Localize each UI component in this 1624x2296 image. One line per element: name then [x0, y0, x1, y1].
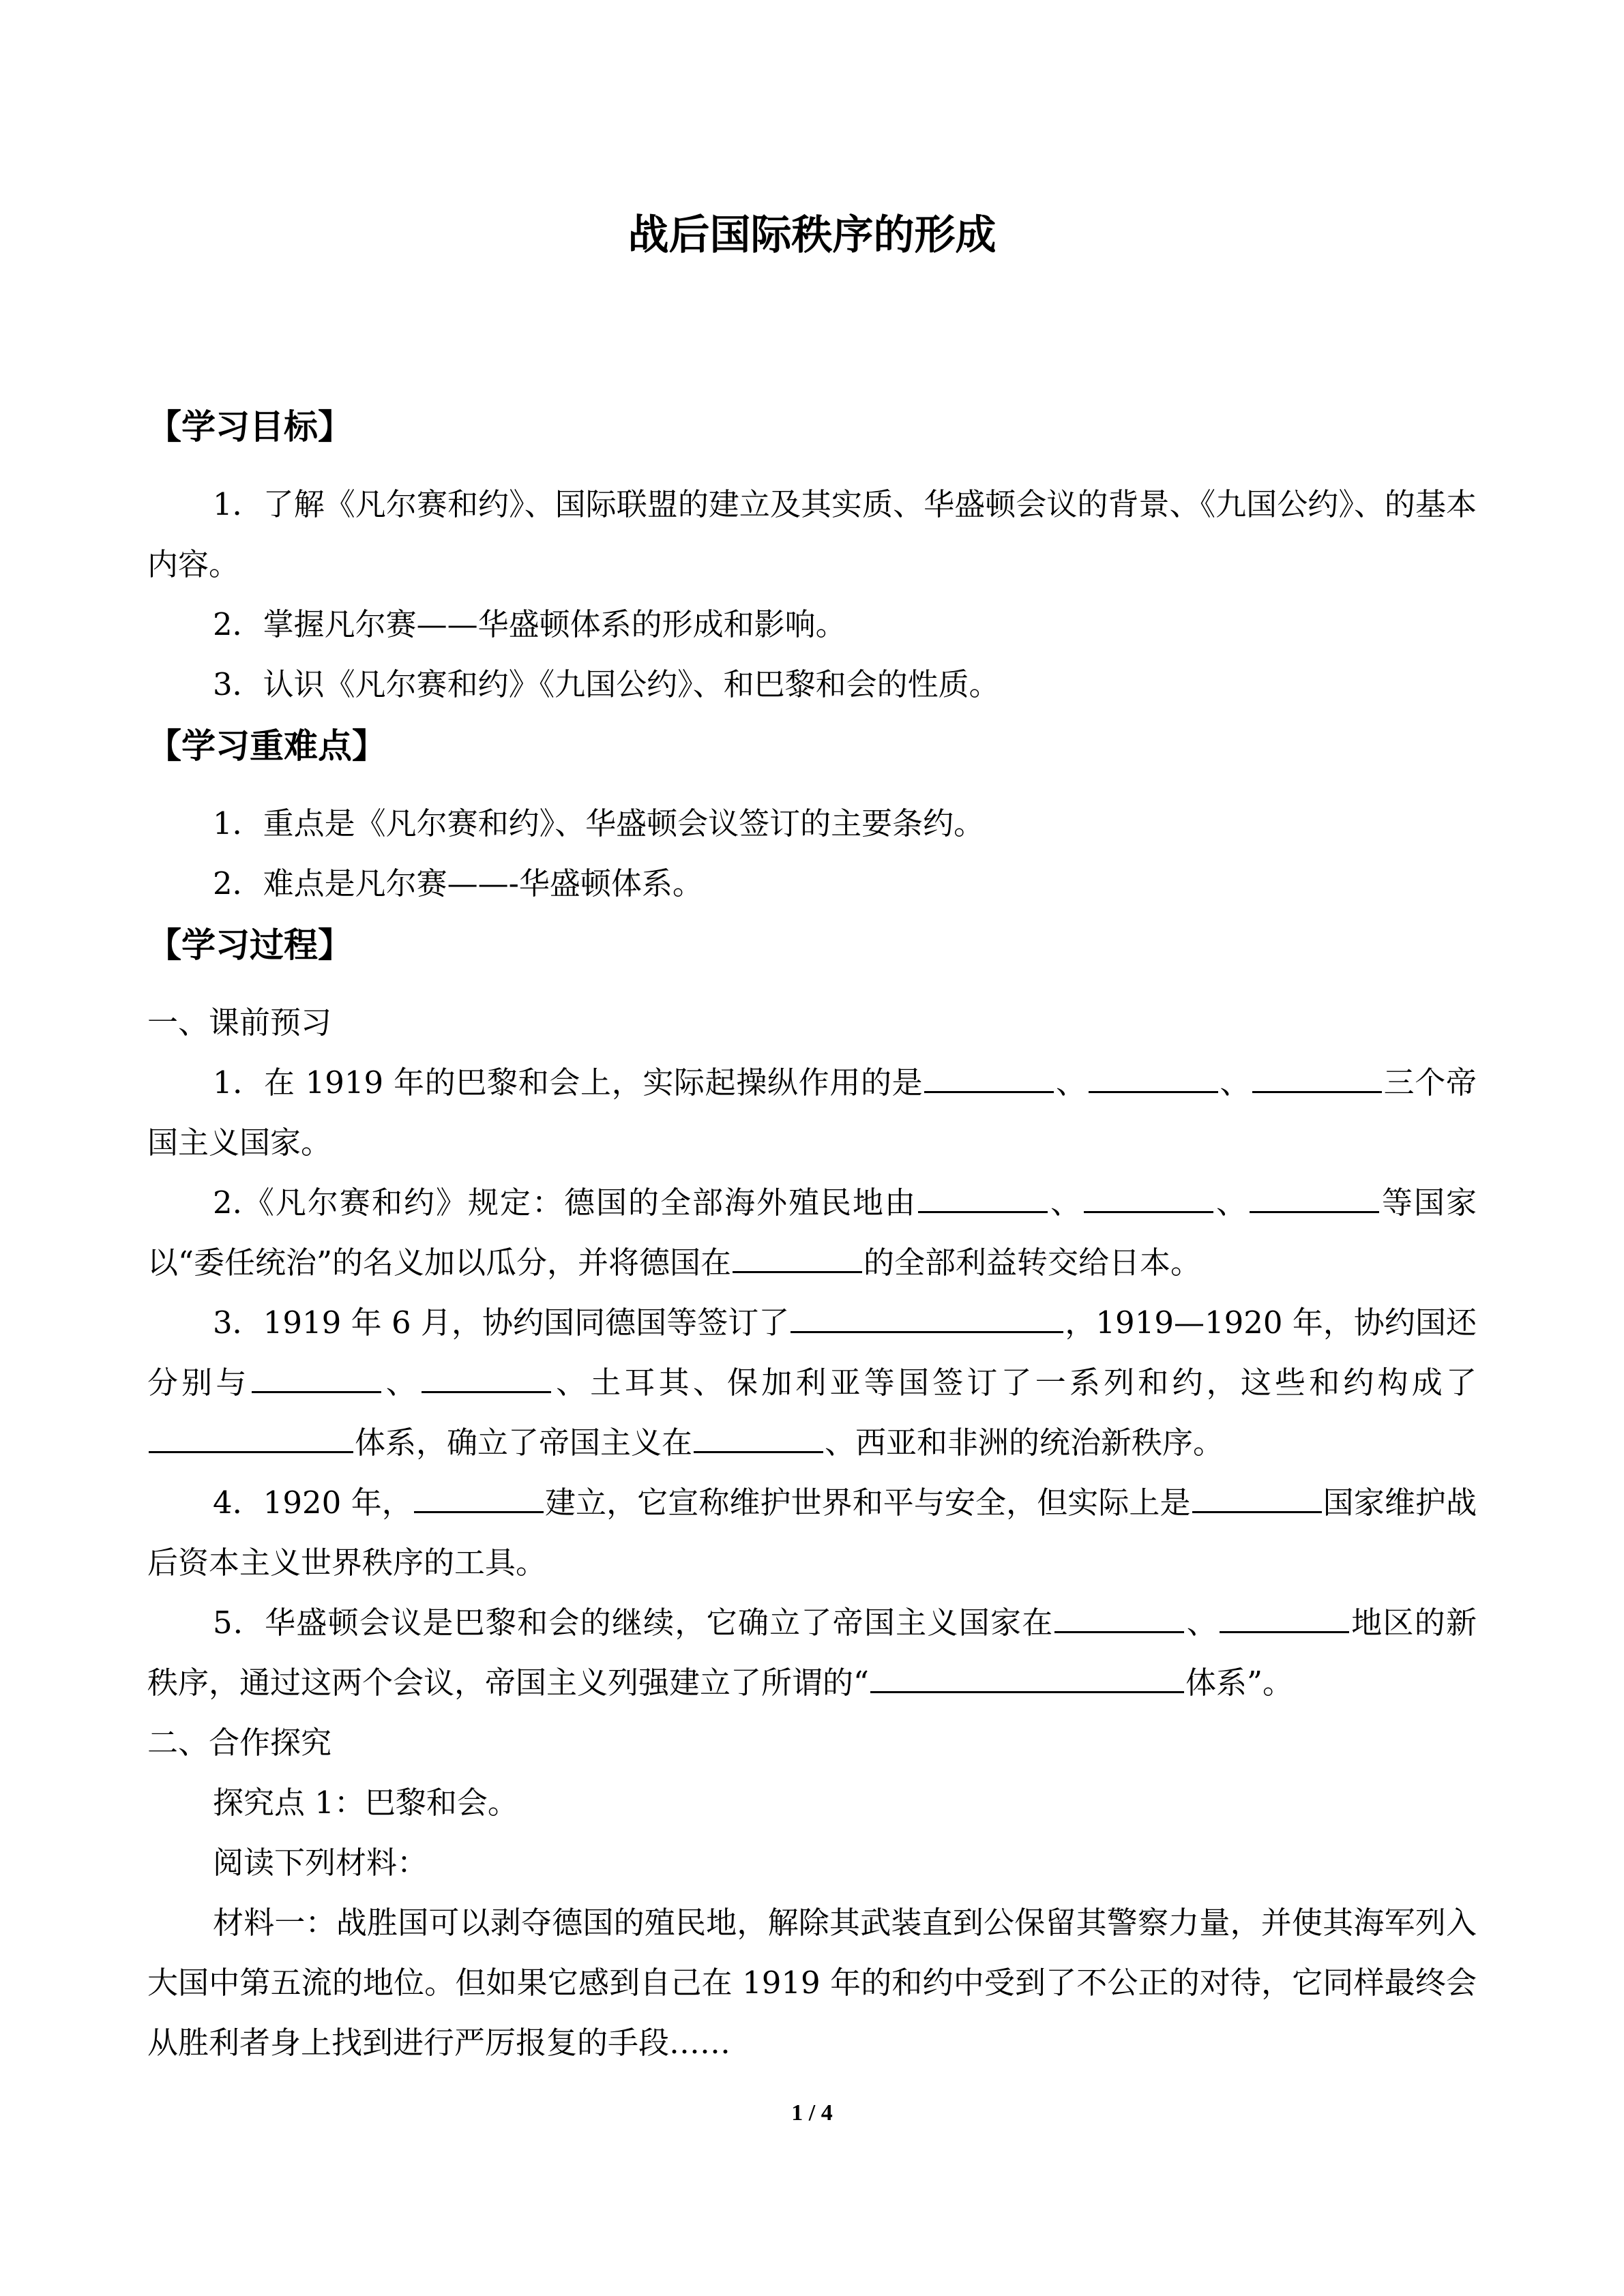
fill-blank[interactable]: [149, 1424, 353, 1453]
question-4: 4．1920 年， 建立，它宣称维护世界和平与安全，但实际上是 国家维护战后资本主义世界秩序的工具。: [147, 1485, 1477, 1581]
exploration-point-1: 探究点 1：巴黎和会。: [213, 1785, 518, 1821]
fill-blank[interactable]: [918, 1184, 1048, 1213]
fill-blank[interactable]: [1054, 1604, 1184, 1633]
goal-item-3: 3．认识《凡尔赛和约》《九国公约》、和巴黎和会的性质。: [213, 666, 1000, 702]
section-heading-key-points: 【学习重难点】: [147, 726, 386, 766]
material-1: 材料一：战胜国可以剥夺德国的殖民地，解除其武装直到公保留其警察力量，并使其海军列入大国中第五流的地位。但如果它感到自己在 1919 年的和约中受到了不公正的对待，它同样最终会从胜利者身上找到进行严厉报复的手段……: [147, 1905, 1477, 2061]
fill-blank[interactable]: [924, 1064, 1054, 1093]
fill-blank[interactable]: [1192, 1484, 1322, 1513]
fill-blank[interactable]: [252, 1364, 381, 1393]
question-5: 5．华盛顿会议是巴黎和会的继续，它确立了帝国主义国家在 、 地区的新秩序，通过这两个会议，帝国主义列强建立了所谓的“ 体系”。: [147, 1605, 1477, 1701]
question-2: 2.《凡尔赛和约》规定：德国的全部海外殖民地由 、 、 等国家以“委任统治”的名义加以瓜分，并将德国在 的全部利益转交给日本。: [147, 1184, 1477, 1281]
key-point-1: 1．重点是《凡尔赛和约》、华盛顿会议签订的主要条约。: [213, 805, 985, 841]
part-cooperation-heading: 二、合作探究: [147, 1725, 332, 1761]
reading-instruction: 阅读下列材料：: [213, 1845, 428, 1881]
page-title: 战后国际秩序的形成: [628, 211, 996, 259]
page-number: 1 / 4: [791, 2100, 833, 2126]
fill-blank[interactable]: [870, 1664, 1184, 1693]
key-point-2: 2．难点是凡尔赛——-华盛顿体系。: [213, 865, 703, 901]
section-heading-goals: 【学习目标】: [147, 407, 352, 447]
fill-blank[interactable]: [1089, 1064, 1218, 1093]
question-1: 1．在 1919 年的巴黎和会上，实际起操纵作用的是 、 、 三个帝国主义国家。: [147, 1064, 1477, 1161]
part-preview-heading: 一、课前预习: [147, 1004, 332, 1041]
fill-blank[interactable]: [694, 1424, 823, 1453]
fill-blank[interactable]: [1250, 1184, 1379, 1213]
fill-blank[interactable]: [414, 1484, 544, 1513]
fill-blank[interactable]: [791, 1304, 1063, 1333]
section-heading-process: 【学习过程】: [147, 925, 352, 965]
fill-blank[interactable]: [1220, 1604, 1349, 1633]
fill-blank[interactable]: [1252, 1064, 1382, 1093]
question-3: 3．1919 年 6 月，协约国同德国等签订了 ，1919—1920 年，协约国还分别与 、 、土耳其、保加利亚等国签订了一系列和约，这些和约构成了体系，确立了帝国主义在 、西亚和非洲的统治新秩序。: [147, 1304, 1477, 1461]
fill-blank[interactable]: [422, 1364, 551, 1393]
goal-item-1: 1．了解《凡尔赛和约》、国际联盟的建立及其实质、华盛顿会议的背景、《九国公约》、的基本内容。: [147, 486, 1477, 582]
goal-item-2: 2．掌握凡尔赛——华盛顿体系的形成和影响。: [213, 606, 846, 642]
fill-blank[interactable]: [1084, 1184, 1213, 1213]
fill-blank[interactable]: [733, 1244, 862, 1273]
